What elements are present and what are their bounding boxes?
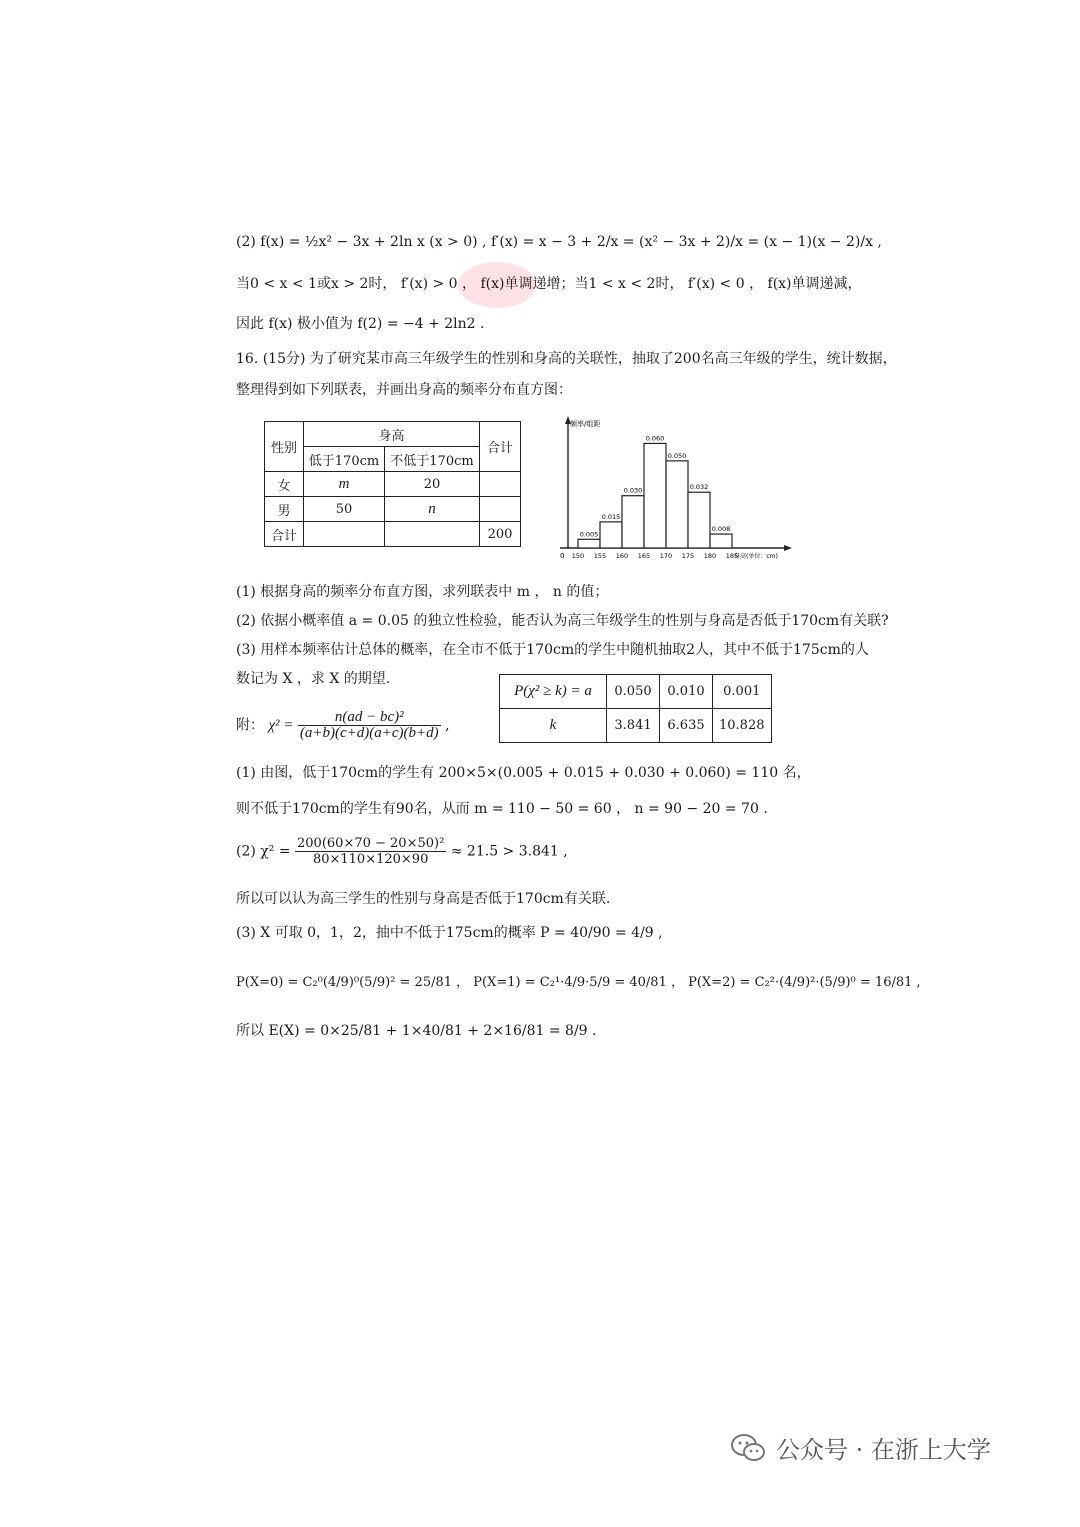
alpha-row-label: P(χ² ≥ k) = a — [500, 675, 607, 709]
solution-2-numerator: 200(60×70 − 20×50)² — [297, 836, 445, 851]
x-tick-label: 185 — [725, 552, 739, 560]
solution-3-b: P(X=0) = C₂⁰(4/9)⁰(5/9)² = 25/81 ， P(X=1) = C₂¹·4/9·5/9 = 40/81 ， P(X=2) = C₂²·(4/9)²·(5/9)⁰ = 16/81 , — [236, 975, 921, 990]
row-female-label: 女 — [265, 472, 304, 497]
bar-value-label: 0.050 — [667, 451, 687, 460]
cell-total-notbelow — [385, 522, 480, 547]
solution-2-fraction — [295, 836, 446, 867]
solution-3-c: 所以 E(X) = 0×25/81 + 1×40/81 + 2×16/81 = 8/9 . — [236, 1023, 597, 1039]
origin-label: 0 — [560, 552, 565, 560]
appendix-formula — [236, 710, 450, 741]
solution-2-b: 所以可以认为高三学生的性别与身高是否低于170cm有关联. — [236, 891, 611, 907]
bar-value-label: 0.060 — [645, 434, 665, 443]
k-2: 10.828 — [713, 709, 772, 743]
k-0: 3.841 — [607, 709, 660, 743]
k-1: 6.635 — [660, 709, 713, 743]
question-3-b: 数记为 X ，求 X 的期望. — [236, 671, 391, 687]
histogram-bar — [666, 461, 688, 548]
alpha-2: 0.001 — [713, 675, 772, 709]
header-height: 身高 — [304, 422, 480, 447]
histogram-bar — [622, 496, 644, 548]
part2-line1: (2) f(x) = ½x² − 3x + 2ln x (x > 0) , f′(x) = x − 3 + 2/x = (x² − 3x + 2)/x = (x − 1)(x − 2)/x , — [236, 234, 882, 250]
cell-female-total — [480, 472, 521, 497]
bar-value-label: 0.032 — [689, 483, 709, 492]
header-gender: 性别 — [265, 422, 304, 472]
x-tick-label: 180 — [703, 552, 717, 560]
alpha-1: 0.010 — [660, 675, 713, 709]
solution-2-tail: ≈ 21.5 > 3.841 , — [450, 843, 568, 860]
cell-female-below: m — [304, 472, 385, 497]
x-axis-arrow — [784, 545, 792, 551]
question-1: (1) 根据身高的频率分布直方图，求列联表中 m ， n 的值； — [236, 584, 609, 600]
cell-grand-total: 200 — [480, 522, 521, 547]
x-tick-label: 150 — [571, 552, 585, 560]
cell-male-below: 50 — [304, 497, 385, 522]
x-tick-label: 175 — [681, 552, 695, 560]
cell-male-notbelow: n — [385, 497, 480, 522]
solution-1-a: (1) 由图，低于170cm的学生有 200×5×(0.005 + 0.015 + 0.030 + 0.060) = 110 名， — [236, 765, 811, 781]
k-row-label: k — [500, 709, 607, 743]
x-tick-label: 155 — [593, 552, 607, 560]
solution-2-lead: (2) χ² = — [236, 843, 291, 860]
part2-line3: 因此 f(x) 极小值为 f(2) = −4 + 2ln2 . — [236, 316, 485, 332]
y-axis-label: 频率/组距 — [570, 420, 601, 428]
bar-value-label: 0.030 — [623, 486, 643, 495]
problem16-stem-2: 整理得到如下列联表，并画出身高的频率分布直方图： — [236, 382, 572, 398]
part2-line2: 当0 < x < 1或x > 2时， f′(x) > 0 ， f(x)单调递增；当1 < x < 2时， f′(x) < 0 ， f(x)单调递减， — [236, 276, 862, 292]
solution-1-b: 则不低于170cm的学生有90名，从而 m = 110 − 50 = 60 ， n = 90 − 20 = 70 . — [236, 801, 768, 817]
cell-female-notbelow: 20 — [385, 472, 480, 497]
header-below-170: 低于170cm — [304, 447, 385, 472]
row-male-label: 男 — [265, 497, 304, 522]
x-tick-label: 170 — [659, 552, 673, 560]
problem16-stem-1: 16. (15分) 为了研究某市高三年级学生的性别和身高的关联性，抽取了200名高三年级的学生，统计数据， — [236, 351, 897, 367]
chi-square-fraction — [298, 710, 441, 741]
cell-total-below — [304, 522, 385, 547]
solution-3-a: (3) X 可取 0，1，2，抽中不低于175cm的概率 P = 40/90 = 4/9 , — [236, 925, 663, 941]
wechat-icon — [730, 1433, 766, 1463]
histogram-bar — [600, 522, 622, 548]
watermark-text: 公众号 · 在浙上大学 — [776, 1436, 991, 1464]
header-total: 合计 — [480, 422, 521, 472]
critical-value-table — [499, 674, 772, 743]
formula-numerator: n(ad − bc)² — [298, 710, 441, 726]
formula-tail: , — [445, 717, 450, 734]
question-2: (2) 依据小概率值 a = 0.05 的独立性检验，能否认为高三年级学生的性别与身高是否低于170cm有关联? — [236, 613, 889, 629]
solution-2-formula — [236, 836, 568, 867]
x-axis-label: 身高(单位：cm) — [734, 553, 778, 560]
alpha-0: 0.050 — [607, 675, 660, 709]
row-total-label: 合计 — [265, 522, 304, 547]
header-not-below-170: 不低于170cm — [385, 447, 480, 472]
cell-male-total — [480, 497, 521, 522]
histogram-bar — [578, 539, 600, 548]
contingency-table — [264, 421, 521, 547]
histogram-bar — [688, 492, 710, 548]
formula-denominator: (a+b)(c+d)(a+c)(b+d) — [299, 725, 439, 741]
histogram-bar — [644, 443, 666, 548]
solution-2-denominator: 80×110×120×90 — [312, 852, 429, 867]
histogram-bar — [710, 534, 732, 548]
watermark — [730, 1430, 991, 1465]
x-tick-label: 165 — [637, 552, 651, 560]
appendix-label: 附： — [236, 717, 264, 734]
bar-value-label: 0.008 — [711, 525, 731, 534]
formula-lhs: χ² = — [268, 717, 294, 734]
height-histogram — [550, 412, 800, 562]
question-3-a: (3) 用样本频率估计总体的概率，在全市不低于170cm的学生中随机抽取2人，其中不低于175cm的人 — [236, 642, 869, 658]
bar-value-label: 0.015 — [601, 512, 621, 521]
x-tick-label: 160 — [615, 552, 629, 560]
bar-value-label: 0.005 — [579, 530, 599, 539]
